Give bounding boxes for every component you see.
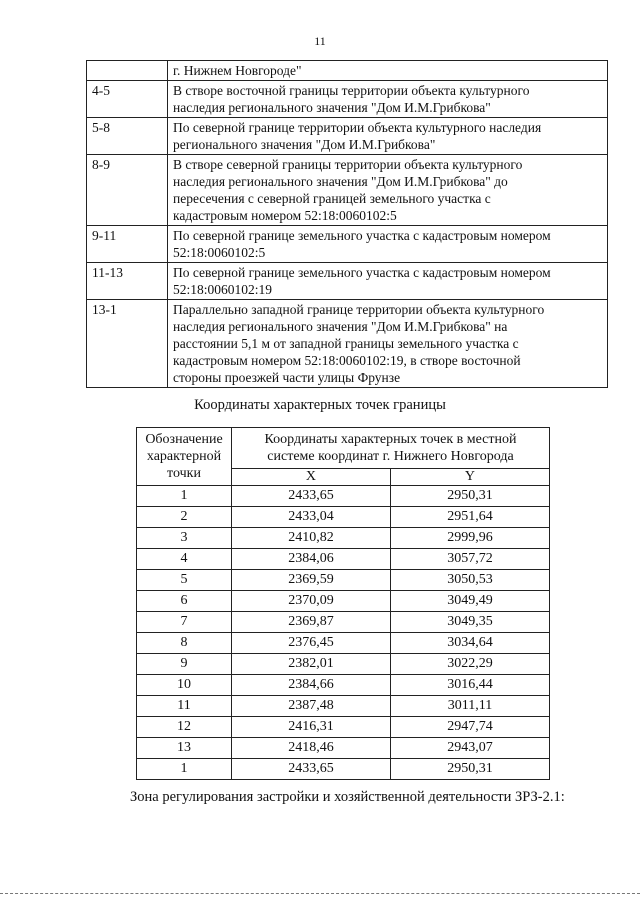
coord-header-line: Координаты характерных точек в местной — [264, 432, 517, 447]
segment-description-line: г. Нижнем Новгороде" — [173, 63, 302, 78]
point-header-line: точки — [167, 466, 201, 481]
coordinate-point-cell: 4 — [137, 549, 232, 570]
coordinate-row — [137, 738, 550, 759]
segment-row — [87, 155, 608, 226]
coordinate-x-cell: 2416,31 — [232, 717, 391, 738]
segment-id: 13-1 — [87, 300, 168, 388]
segment-description-line: стороны проезжей части улицы Фрунзе — [173, 370, 401, 385]
coordinate-point-cell: 12 — [137, 717, 232, 738]
coordinate-point-cell: 8 — [137, 633, 232, 654]
coordinate-point-cell: 11 — [137, 696, 232, 717]
coordinates-table — [136, 427, 550, 780]
coordinate-row — [137, 612, 550, 633]
coordinate-point-cell: 13 — [137, 738, 232, 759]
segment-description-line: наследия регионального значения "Дом И.М.Грибкова" до — [173, 174, 508, 189]
page-number: 11 — [314, 34, 326, 48]
coordinate-row — [137, 528, 550, 549]
segment-row — [87, 300, 608, 388]
point-header-line: характерной — [146, 449, 222, 464]
coordinate-x-cell: 2387,48 — [232, 696, 391, 717]
coordinate-x-cell: 2384,06 — [232, 549, 391, 570]
coordinate-point-cell: 1 — [137, 759, 232, 780]
coordinate-y-cell: 2943,07 — [390, 738, 549, 759]
coordinate-y-cell: 3011,11 — [390, 696, 549, 717]
coordinate-x-cell: 2410,82 — [232, 528, 391, 549]
segment-description-line: регионального значения "Дом И.М.Грибкова" — [173, 137, 436, 152]
x-column-header: X — [232, 469, 391, 486]
segment-description-line: В створе восточной границы территории объекта культурного — [173, 83, 530, 98]
point-header-line: Обозначение — [145, 432, 223, 447]
point-column-header — [137, 428, 232, 486]
coordinate-y-cell: 3016,44 — [390, 675, 549, 696]
coordinate-y-cell: 3022,29 — [390, 654, 549, 675]
segment-description-line: 52:18:0060102:5 — [173, 245, 266, 260]
segment-description — [168, 81, 608, 118]
segment-description-line: наследия регионального значения "Дом И.М.Грибкова" на — [173, 319, 508, 334]
segment-id: 11-13 — [87, 263, 168, 300]
coordinate-point-cell: 10 — [137, 675, 232, 696]
coordinate-x-cell: 2418,46 — [232, 738, 391, 759]
coordinate-y-cell: 2947,74 — [390, 717, 549, 738]
segment-description-line: Параллельно западной границе территории объекта культурного — [173, 302, 545, 317]
segment-row — [87, 61, 608, 81]
coordinate-point-cell: 9 — [137, 654, 232, 675]
coordinate-row — [137, 507, 550, 528]
y-column-header: Y — [390, 469, 549, 486]
segment-description-line: 52:18:0060102:19 — [173, 282, 273, 297]
segment-id — [87, 61, 168, 81]
coordinate-y-cell: 3034,64 — [390, 633, 549, 654]
segment-description — [168, 300, 608, 388]
segment-description — [168, 61, 608, 81]
coordinate-row — [137, 570, 550, 591]
coordinate-point-cell: 3 — [137, 528, 232, 549]
coordinate-y-cell: 3057,72 — [390, 549, 549, 570]
coordinate-x-cell: 2370,09 — [232, 591, 391, 612]
coordinate-row — [137, 759, 550, 780]
segment-id: 4-5 — [87, 81, 168, 118]
page-bottom-divider — [0, 893, 640, 894]
segment-row — [87, 263, 608, 300]
segment-id: 5-8 — [87, 118, 168, 155]
coordinate-y-cell: 3049,49 — [390, 591, 549, 612]
coordinate-x-cell: 2369,87 — [232, 612, 391, 633]
coordinate-point-cell: 6 — [137, 591, 232, 612]
segment-description-line: По северной границе земельного участка с кадастровым номером — [173, 228, 551, 243]
segment-description-line: В створе северной границы территории объекта культурного — [173, 157, 523, 172]
coordinate-row — [137, 486, 550, 507]
segment-description-line: кадастровым номером 52:18:0060102:19, в створе восточной — [173, 353, 521, 368]
segment-description-line: По северной границе территории объекта культурного наследия — [173, 120, 542, 135]
coordinate-y-cell: 2950,31 — [390, 759, 549, 780]
coordinate-x-cell: 2376,45 — [232, 633, 391, 654]
boundary-segments-table — [86, 60, 608, 388]
segment-description-line: расстоянии 5,1 м от западной границы земельного участка с — [173, 336, 519, 351]
segment-id: 8-9 — [87, 155, 168, 226]
coordinate-point-cell: 1 — [137, 486, 232, 507]
coordinate-y-cell: 2951,64 — [390, 507, 549, 528]
coordinate-y-cell: 2999,96 — [390, 528, 549, 549]
segment-description — [168, 118, 608, 155]
segment-row — [87, 118, 608, 155]
segment-row — [87, 226, 608, 263]
segment-description — [168, 263, 608, 300]
coordinate-row — [137, 549, 550, 570]
coordinates-heading: Координаты характерных точек границы — [194, 397, 446, 413]
coordinate-x-cell: 2433,65 — [232, 486, 391, 507]
coordinate-row — [137, 591, 550, 612]
coordinate-x-cell: 2433,65 — [232, 759, 391, 780]
coordinate-y-cell: 2950,31 — [390, 486, 549, 507]
coord-header-line: системе координат г. Нижнего Новгорода — [267, 449, 514, 464]
coordinates-system-header — [232, 428, 550, 469]
segment-description-line: наследия регионального значения "Дом И.М.Грибкова" — [173, 100, 491, 115]
coordinate-x-cell: 2382,01 — [232, 654, 391, 675]
coordinate-row — [137, 654, 550, 675]
segment-description-line: кадастровым номером 52:18:0060102:5 — [173, 208, 397, 223]
coordinate-x-cell: 2384,66 — [232, 675, 391, 696]
coordinate-y-cell: 3050,53 — [390, 570, 549, 591]
coordinate-row — [137, 717, 550, 738]
coordinate-x-cell: 2369,59 — [232, 570, 391, 591]
coordinate-point-cell: 7 — [137, 612, 232, 633]
segment-description — [168, 226, 608, 263]
coordinate-y-cell: 3049,35 — [390, 612, 549, 633]
segment-description-line: пересечения с северной границей земельного участка с — [173, 191, 491, 206]
segment-description-line: По северной границе земельного участка с кадастровым номером — [173, 265, 551, 280]
segment-row — [87, 81, 608, 118]
coordinate-row — [137, 696, 550, 717]
segment-description — [168, 155, 608, 226]
coordinate-row — [137, 633, 550, 654]
coordinate-x-cell: 2433,04 — [232, 507, 391, 528]
segment-id: 9-11 — [87, 226, 168, 263]
coordinate-point-cell: 5 — [137, 570, 232, 591]
zone-caption: Зона регулирования застройки и хозяйственной деятельности ЗРЗ-2.1: — [130, 789, 565, 805]
coordinate-row — [137, 675, 550, 696]
coordinate-point-cell: 2 — [137, 507, 232, 528]
